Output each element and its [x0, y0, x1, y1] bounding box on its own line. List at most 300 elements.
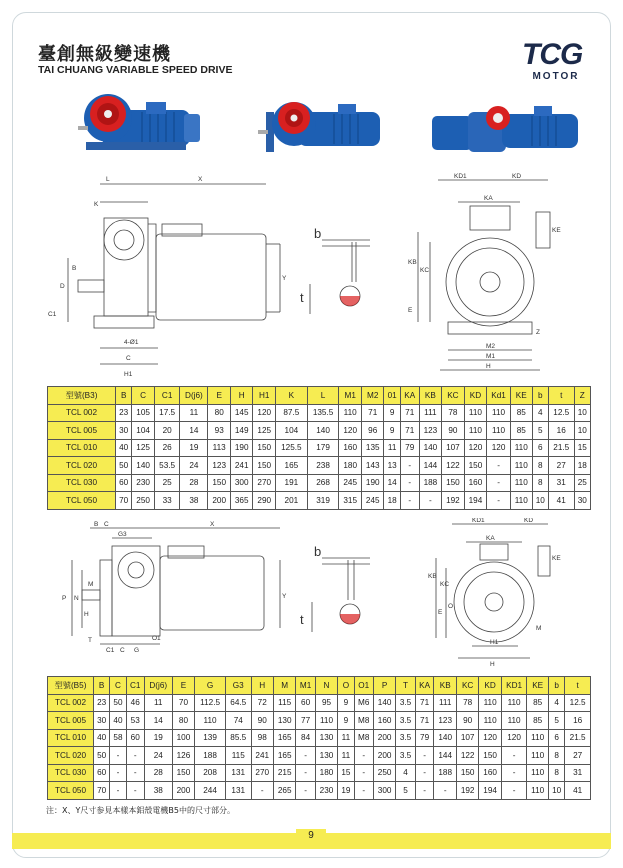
col-header: 型號(B5): [48, 677, 94, 695]
table-cell: 110: [527, 729, 549, 747]
table-cell: -: [126, 747, 144, 765]
table-cell: 6: [548, 729, 564, 747]
table-cell: 110: [527, 747, 549, 765]
table-cell: 180: [339, 457, 362, 475]
model-cell: TCL 050: [48, 782, 94, 800]
table-cell: 110: [315, 712, 337, 730]
table-cell: 241: [251, 747, 273, 765]
table-cell: 130: [315, 747, 337, 765]
table-cell: 110: [339, 404, 362, 422]
table-cell: -: [487, 492, 511, 510]
col-header: KD: [464, 387, 487, 405]
table-cell: 111: [434, 694, 456, 712]
table-cell: 230: [132, 474, 155, 492]
svg-text:KE: KE: [552, 227, 561, 234]
table-cell: 123: [434, 712, 456, 730]
svg-text:E: E: [438, 609, 443, 616]
table-cell: 120: [253, 404, 276, 422]
svg-text:KC: KC: [420, 267, 430, 274]
table-cell: 5: [548, 712, 564, 730]
table-cell: 135: [361, 439, 384, 457]
svg-text:Y: Y: [282, 275, 287, 282]
table-cell: 245: [339, 474, 362, 492]
page-title-english: TAI CHUANG VARIABLE SPEED DRIVE: [38, 64, 233, 76]
table-cell: -: [354, 782, 373, 800]
table-cell: 188: [195, 747, 226, 765]
svg-text:b: b: [314, 544, 322, 559]
table-cell: 27: [548, 457, 574, 475]
table-cell: 14: [384, 474, 400, 492]
page-number: 9: [296, 829, 326, 843]
table-cell: 53.5: [154, 457, 180, 475]
table-row: [48, 694, 591, 712]
table-cell: 38: [180, 492, 208, 510]
table-cell: 19: [144, 729, 172, 747]
table-cell: 188: [419, 474, 442, 492]
model-cell: TCL 030: [48, 474, 116, 492]
table-cell: 5: [532, 422, 548, 440]
table-cell: 16: [548, 422, 574, 440]
table-cell: M6: [354, 694, 373, 712]
table-cell: -: [501, 764, 527, 782]
svg-text:M1: M1: [486, 353, 496, 360]
model-cell: TCL 010: [48, 439, 116, 457]
svg-text:O1: O1: [152, 635, 161, 642]
svg-text:Y: Y: [282, 593, 287, 600]
table-cell: 6: [532, 439, 548, 457]
svg-text:X: X: [210, 521, 215, 528]
table-cell: 10: [548, 782, 564, 800]
svg-text:KB: KB: [428, 573, 437, 580]
table-cell: 30: [574, 492, 590, 510]
table-row: [48, 404, 591, 422]
table-cell: 191: [275, 474, 307, 492]
table-cell: -: [415, 747, 434, 765]
table-cell: 64.5: [226, 694, 252, 712]
logo-sub-text: MOTOR: [532, 71, 580, 82]
table-cell: 192: [456, 782, 478, 800]
svg-text:H: H: [84, 611, 89, 618]
table-cell: 60: [94, 764, 110, 782]
col-header: KC: [442, 387, 465, 405]
col-header: G: [195, 677, 226, 695]
table-cell: 21.5: [565, 729, 591, 747]
table-cell: 31: [565, 764, 591, 782]
table-cell: -: [501, 782, 527, 800]
table-cell: 93: [208, 422, 231, 440]
drawing-b5-key-detail: [300, 540, 380, 640]
model-cell: TCL 005: [48, 712, 94, 730]
table-row: [48, 492, 591, 510]
table-cell: 110: [510, 457, 532, 475]
col-header: 型號(B3): [48, 387, 116, 405]
product-photo-foot-mounted: [72, 88, 212, 160]
table-cell: -: [251, 782, 273, 800]
svg-text:M: M: [536, 625, 542, 632]
table-cell: 150: [253, 439, 276, 457]
model-cell: TCL 010: [48, 729, 94, 747]
table-cell: 149: [230, 422, 253, 440]
table-cell: 60: [296, 694, 315, 712]
svg-text:C: C: [104, 521, 109, 528]
table-cell: 9: [338, 712, 354, 730]
table-cell: 144: [419, 457, 442, 475]
table-cell: 85: [510, 422, 532, 440]
drawing-b3-side-view: [48, 172, 296, 382]
col-header: C: [132, 387, 155, 405]
table-cell: 85: [510, 404, 532, 422]
col-header: C1: [154, 387, 180, 405]
col-header: b: [532, 387, 548, 405]
table-cell: -: [415, 764, 434, 782]
table-cell: -: [110, 747, 126, 765]
col-header: M2: [361, 387, 384, 405]
table-cell: 10: [532, 492, 548, 510]
table-cell: 9: [338, 694, 354, 712]
col-header: O: [338, 677, 354, 695]
svg-text:G3: G3: [118, 531, 127, 538]
table-cell: 160: [464, 474, 487, 492]
table-cell: 130: [315, 729, 337, 747]
table-cell: 150: [464, 457, 487, 475]
col-header: H: [230, 387, 253, 405]
col-header: E: [208, 387, 231, 405]
table-cell: 115: [226, 747, 252, 765]
table-cell: 71: [400, 422, 419, 440]
col-header: KA: [400, 387, 419, 405]
table-cell: 160: [373, 712, 395, 730]
table-cell: 11: [384, 439, 400, 457]
table-cell: M8: [354, 729, 373, 747]
table-cell: 194: [464, 492, 487, 510]
table-cell: 265: [273, 782, 295, 800]
table-cell: 104: [275, 422, 307, 440]
table-cell: 110: [464, 404, 487, 422]
table-cell: 123: [419, 422, 442, 440]
table-cell: 200: [208, 492, 231, 510]
table-cell: 131: [226, 782, 252, 800]
table-cell: 110: [501, 712, 527, 730]
table-cell: 98: [251, 729, 273, 747]
col-header: O1: [354, 677, 373, 695]
table-cell: 200: [373, 729, 395, 747]
table-cell: -: [501, 747, 527, 765]
model-cell: TCL 005: [48, 422, 116, 440]
model-cell: TCL 002: [48, 404, 116, 422]
table-cell: 250: [373, 764, 395, 782]
svg-text:KA: KA: [484, 195, 493, 202]
svg-text:H: H: [486, 363, 491, 370]
table-cell: 40: [116, 439, 132, 457]
col-header: B: [116, 387, 132, 405]
col-header: KE: [527, 677, 549, 695]
table-row: [48, 764, 591, 782]
table-cell: 27: [565, 747, 591, 765]
table-cell: 250: [132, 492, 155, 510]
table-cell: 80: [208, 404, 231, 422]
table-cell: 110: [479, 694, 501, 712]
table-cell: 19: [338, 782, 354, 800]
table-cell: 110: [487, 422, 511, 440]
table-cell: M8: [354, 712, 373, 730]
table-cell: 71: [415, 712, 434, 730]
svg-text:b: b: [314, 226, 322, 241]
col-header: T: [396, 677, 415, 695]
table-cell: 215: [273, 764, 295, 782]
col-header: M: [273, 677, 295, 695]
svg-text:4-Ø1: 4-Ø1: [124, 339, 139, 346]
table-cell: 110: [487, 404, 511, 422]
table-cell: 30: [94, 712, 110, 730]
col-header: 01: [384, 387, 400, 405]
table-row: [48, 474, 591, 492]
table-cell: 192: [442, 492, 465, 510]
table-cell: 315: [339, 492, 362, 510]
table-cell: 143: [361, 457, 384, 475]
table-cell: 58: [110, 729, 126, 747]
table-cell: 31: [548, 474, 574, 492]
table-header-row: [48, 677, 591, 695]
svg-text:KA: KA: [486, 535, 495, 542]
table-cell: 16: [565, 712, 591, 730]
svg-text:H1: H1: [490, 639, 499, 646]
table-cell: 179: [307, 439, 339, 457]
drawing-b3-key-detail: [300, 222, 380, 322]
col-header: t: [548, 387, 574, 405]
table-cell: 115: [273, 694, 295, 712]
col-header: D(j6): [144, 677, 172, 695]
table-cell: 120: [487, 439, 511, 457]
svg-text:B: B: [94, 521, 99, 528]
svg-text:M2: M2: [486, 343, 496, 350]
svg-text:C: C: [120, 647, 125, 654]
table-cell: 110: [501, 694, 527, 712]
table-cell: 112.5: [195, 694, 226, 712]
table-cell: 8: [532, 474, 548, 492]
table-cell: 110: [510, 492, 532, 510]
table-cell: 15: [338, 764, 354, 782]
table-cell: 8: [548, 764, 564, 782]
table-cell: 139: [195, 729, 226, 747]
table-cell: -: [419, 492, 442, 510]
col-header: KB: [419, 387, 442, 405]
table-cell: 160: [479, 764, 501, 782]
col-header: N: [315, 677, 337, 695]
table-cell: 122: [456, 747, 478, 765]
table-cell: 111: [419, 404, 442, 422]
table-cell: 110: [510, 439, 532, 457]
col-header: KE: [510, 387, 532, 405]
table-cell: 270: [251, 764, 273, 782]
table-cell: 11: [338, 747, 354, 765]
svg-text:KD1: KD1: [454, 173, 467, 180]
table-cell: -: [400, 474, 419, 492]
table-cell: 28: [180, 474, 208, 492]
table-cell: 290: [253, 492, 276, 510]
tcg-motor-logo: [522, 40, 590, 84]
table-cell: 90: [251, 712, 273, 730]
table-cell: 123: [208, 457, 231, 475]
table-cell: 200: [172, 782, 194, 800]
table-cell: 3.5: [396, 729, 415, 747]
table-row: [48, 439, 591, 457]
svg-text:D: D: [60, 283, 65, 290]
table-cell: 110: [464, 422, 487, 440]
col-header: KD: [479, 677, 501, 695]
table-cell: 90: [442, 422, 465, 440]
table-cell: 11: [338, 729, 354, 747]
col-header: C1: [126, 677, 144, 695]
table-cell: 145: [230, 404, 253, 422]
col-header: P: [373, 677, 395, 695]
table-cell: 140: [373, 694, 395, 712]
table-cell: 24: [144, 747, 172, 765]
table-cell: 244: [195, 782, 226, 800]
svg-text:t: t: [300, 290, 304, 305]
table-cell: 107: [456, 729, 478, 747]
col-header: K: [275, 387, 307, 405]
table-cell: -: [415, 782, 434, 800]
table-cell: 40: [94, 729, 110, 747]
table-cell: 125.5: [275, 439, 307, 457]
table-cell: 200: [373, 747, 395, 765]
table-cell: 78: [442, 404, 465, 422]
table-cell: 3.5: [396, 712, 415, 730]
col-header: Kd1: [487, 387, 511, 405]
svg-text:O: O: [448, 603, 454, 610]
svg-text:P: P: [62, 595, 67, 602]
col-header: H: [251, 677, 273, 695]
svg-text:H: H: [490, 661, 495, 668]
svg-text:KD1: KD1: [472, 518, 485, 524]
table-cell: -: [400, 492, 419, 510]
table-cell: -: [296, 764, 315, 782]
table-cell: 8: [548, 747, 564, 765]
table-cell: 50: [116, 457, 132, 475]
svg-text:KE: KE: [552, 555, 561, 562]
table-cell: 230: [315, 782, 337, 800]
table-row: [48, 712, 591, 730]
table-cell: 15: [574, 439, 590, 457]
table-cell: 85.5: [226, 729, 252, 747]
table-cell: 110: [527, 764, 549, 782]
table-cell: 71: [415, 694, 434, 712]
table-cell: 21.5: [548, 439, 574, 457]
table-cell: 3.5: [396, 747, 415, 765]
table-cell: 110: [527, 782, 549, 800]
table-cell: -: [400, 457, 419, 475]
table-cell: 150: [253, 457, 276, 475]
table-cell: 270: [253, 474, 276, 492]
table-cell: 46: [126, 694, 144, 712]
table-row: [48, 747, 591, 765]
table-cell: 23: [94, 694, 110, 712]
table-row: [48, 422, 591, 440]
svg-text:KC: KC: [440, 581, 450, 588]
model-cell: TCL 002: [48, 694, 94, 712]
table-cell: 5: [396, 782, 415, 800]
table-cell: 79: [415, 729, 434, 747]
table-cell: 131: [226, 764, 252, 782]
model-cell: TCL 020: [48, 457, 116, 475]
table-cell: 140: [434, 729, 456, 747]
drawing-b5-side-view: [60, 520, 292, 660]
table-cell: 50: [94, 747, 110, 765]
svg-text:E: E: [408, 307, 413, 314]
table-cell: 241: [230, 457, 253, 475]
table-cell: 10: [574, 422, 590, 440]
svg-text:C: C: [126, 355, 131, 362]
product-photo-gear-combo: [428, 90, 588, 162]
table-cell: 188: [434, 764, 456, 782]
footnote: 注：X、Y尺寸参見本樣本鋁殼電機B5中的尺寸部分。: [46, 806, 235, 815]
table-cell: 3.5: [396, 694, 415, 712]
spec-table-b5: [47, 676, 591, 800]
table-cell: -: [487, 457, 511, 475]
table-cell: 135.5: [307, 404, 339, 422]
table-cell: 71: [400, 404, 419, 422]
table-cell: 120: [501, 729, 527, 747]
table-cell: 110: [479, 712, 501, 730]
table-cell: 26: [154, 439, 180, 457]
table-cell: -: [487, 474, 511, 492]
table-cell: 38: [144, 782, 172, 800]
table-cell: -: [110, 764, 126, 782]
table-cell: 80: [172, 712, 194, 730]
table-cell: 17.5: [154, 404, 180, 422]
table-cell: 19: [180, 439, 208, 457]
svg-text:C1: C1: [106, 647, 115, 654]
table-cell: 77: [296, 712, 315, 730]
product-photo-flange-mounted: [258, 88, 388, 160]
table-cell: 140: [419, 439, 442, 457]
table-cell: 10: [574, 404, 590, 422]
svg-text:t: t: [300, 612, 304, 627]
svg-text:M: M: [88, 581, 94, 588]
col-header: t: [565, 677, 591, 695]
table-cell: 126: [172, 747, 194, 765]
model-cell: TCL 030: [48, 764, 94, 782]
model-cell: TCL 020: [48, 747, 94, 765]
table-cell: 12.5: [565, 694, 591, 712]
table-cell: 85: [527, 712, 549, 730]
table-cell: 78: [456, 694, 478, 712]
table-cell: 110: [195, 712, 226, 730]
col-header: KA: [415, 677, 434, 695]
table-cell: 238: [307, 457, 339, 475]
table-cell: 33: [154, 492, 180, 510]
col-header: M1: [296, 677, 315, 695]
svg-text:KD: KD: [524, 518, 534, 524]
table-cell: 25: [574, 474, 590, 492]
table-cell: 201: [275, 492, 307, 510]
table-cell: 50: [110, 694, 126, 712]
table-row: [48, 729, 591, 747]
table-cell: 20: [154, 422, 180, 440]
table-cell: 30: [116, 422, 132, 440]
table-cell: 70: [94, 782, 110, 800]
table-row: [48, 782, 591, 800]
table-cell: 74: [226, 712, 252, 730]
table-cell: 12.5: [548, 404, 574, 422]
table-cell: 79: [400, 439, 419, 457]
table-cell: 41: [565, 782, 591, 800]
table-cell: 150: [208, 474, 231, 492]
table-cell: 125: [132, 439, 155, 457]
table-cell: 319: [307, 492, 339, 510]
table-cell: 90: [456, 712, 478, 730]
svg-text:H1: H1: [124, 371, 133, 378]
